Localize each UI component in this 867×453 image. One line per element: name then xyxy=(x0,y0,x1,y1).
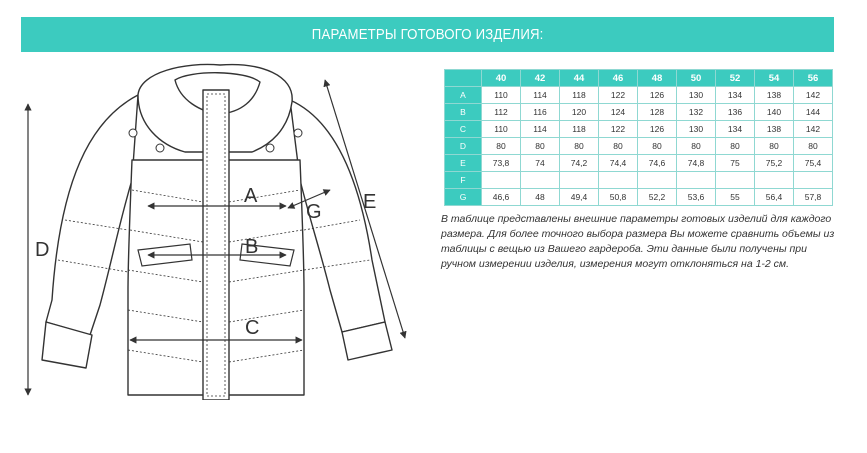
table-cell xyxy=(677,172,716,189)
table-cell: 74 xyxy=(521,155,560,172)
table-row xyxy=(445,155,833,172)
table-cell: 122 xyxy=(599,121,638,138)
row-label: B xyxy=(445,104,482,121)
row-label: C xyxy=(445,121,482,138)
table-cell: 74,6 xyxy=(638,155,677,172)
table-cell: 142 xyxy=(794,87,833,104)
table-cell: 138 xyxy=(755,87,794,104)
size-header: 42 xyxy=(521,70,560,87)
table-cell: 46,6 xyxy=(482,189,521,206)
table-cell xyxy=(599,172,638,189)
table-cell: 112 xyxy=(482,104,521,121)
label-a: A xyxy=(244,185,258,207)
row-label: D xyxy=(445,138,482,155)
table-cell xyxy=(716,172,755,189)
table-cell: 118 xyxy=(560,121,599,138)
table-cell: 80 xyxy=(638,138,677,155)
table-cell: 138 xyxy=(755,121,794,138)
table-row xyxy=(445,87,833,104)
row-label: E xyxy=(445,155,482,172)
table-cell: 74,8 xyxy=(677,155,716,172)
page-title: ПАРАМЕТРЫ ГОТОВОГО ИЗДЕЛИЯ: xyxy=(311,26,544,43)
table-cell: 50,8 xyxy=(599,189,638,206)
table-cell: 114 xyxy=(521,121,560,138)
table-cell: 110 xyxy=(482,87,521,104)
table-cell: 56,4 xyxy=(755,189,794,206)
table-cell: 49,4 xyxy=(560,189,599,206)
table-cell: 122 xyxy=(599,87,638,104)
table-cell: 74,4 xyxy=(599,155,638,172)
table-cell: 110 xyxy=(482,121,521,138)
table-cell: 126 xyxy=(638,87,677,104)
table-row xyxy=(445,189,833,206)
size-header: 44 xyxy=(560,70,599,87)
label-g: G xyxy=(306,201,322,223)
table-cell xyxy=(521,172,560,189)
table-cell: 75 xyxy=(716,155,755,172)
table-cell xyxy=(755,172,794,189)
corner-cell xyxy=(445,70,482,87)
table-cell: 124 xyxy=(599,104,638,121)
header-banner xyxy=(21,17,834,52)
table-cell: 130 xyxy=(677,87,716,104)
size-header: 48 xyxy=(638,70,677,87)
table-cell: 48 xyxy=(521,189,560,206)
table-cell: 80 xyxy=(716,138,755,155)
table-cell: 80 xyxy=(755,138,794,155)
table-cell: 118 xyxy=(560,87,599,104)
label-b: B xyxy=(245,236,259,258)
table-cell xyxy=(560,172,599,189)
table-cell: 75,2 xyxy=(755,155,794,172)
table-cell xyxy=(482,172,521,189)
size-header: 40 xyxy=(482,70,521,87)
table-cell: 74,2 xyxy=(560,155,599,172)
size-table-body xyxy=(445,87,833,206)
table-row xyxy=(445,104,833,121)
table-row xyxy=(445,172,833,189)
label-c: C xyxy=(245,317,260,339)
table-cell: 75,4 xyxy=(794,155,833,172)
label-e: E xyxy=(363,191,377,213)
table-cell xyxy=(794,172,833,189)
table-row xyxy=(445,138,833,155)
table-cell: 80 xyxy=(677,138,716,155)
table-cell: 134 xyxy=(716,121,755,138)
table-cell: 132 xyxy=(677,104,716,121)
table-cell: 80 xyxy=(560,138,599,155)
table-cell: 130 xyxy=(677,121,716,138)
table-cell: 53,6 xyxy=(677,189,716,206)
size-header: 54 xyxy=(755,70,794,87)
size-header: 50 xyxy=(677,70,716,87)
size-table xyxy=(444,69,833,206)
jacket-measurement-diagram xyxy=(20,60,420,400)
table-cell: 57,8 xyxy=(794,189,833,206)
label-d: D xyxy=(35,239,50,261)
table-cell: 80 xyxy=(482,138,521,155)
table-cell: 128 xyxy=(638,104,677,121)
table-cell: 80 xyxy=(521,138,560,155)
row-label: F xyxy=(445,172,482,189)
table-cell: 73,8 xyxy=(482,155,521,172)
table-cell: 134 xyxy=(716,87,755,104)
table-cell: 52,2 xyxy=(638,189,677,206)
row-label: G xyxy=(445,189,482,206)
table-cell: 80 xyxy=(599,138,638,155)
size-header: 46 xyxy=(599,70,638,87)
size-header-row xyxy=(445,70,833,87)
table-cell: 142 xyxy=(794,121,833,138)
table-cell: 120 xyxy=(560,104,599,121)
row-label: A xyxy=(445,87,482,104)
table-cell: 144 xyxy=(794,104,833,121)
table-cell: 140 xyxy=(755,104,794,121)
size-header: 56 xyxy=(794,70,833,87)
table-cell: 126 xyxy=(638,121,677,138)
table-cell: 114 xyxy=(521,87,560,104)
table-cell: 136 xyxy=(716,104,755,121)
size-header: 52 xyxy=(716,70,755,87)
table-cell: 116 xyxy=(521,104,560,121)
table-cell: 55 xyxy=(716,189,755,206)
table-row xyxy=(445,121,833,138)
table-cell: 80 xyxy=(794,138,833,155)
size-note: В таблице представлены внешние параметры готовых изделий для каждого размера. Для более точного выбора размера Вы можете сравнить объемы из таблицы с вещью из Вашего гардероба. Эти данные были получены при ручном измерении изделия, измерения могут отклоняться на 1-2 см. xyxy=(441,213,835,270)
table-cell xyxy=(638,172,677,189)
